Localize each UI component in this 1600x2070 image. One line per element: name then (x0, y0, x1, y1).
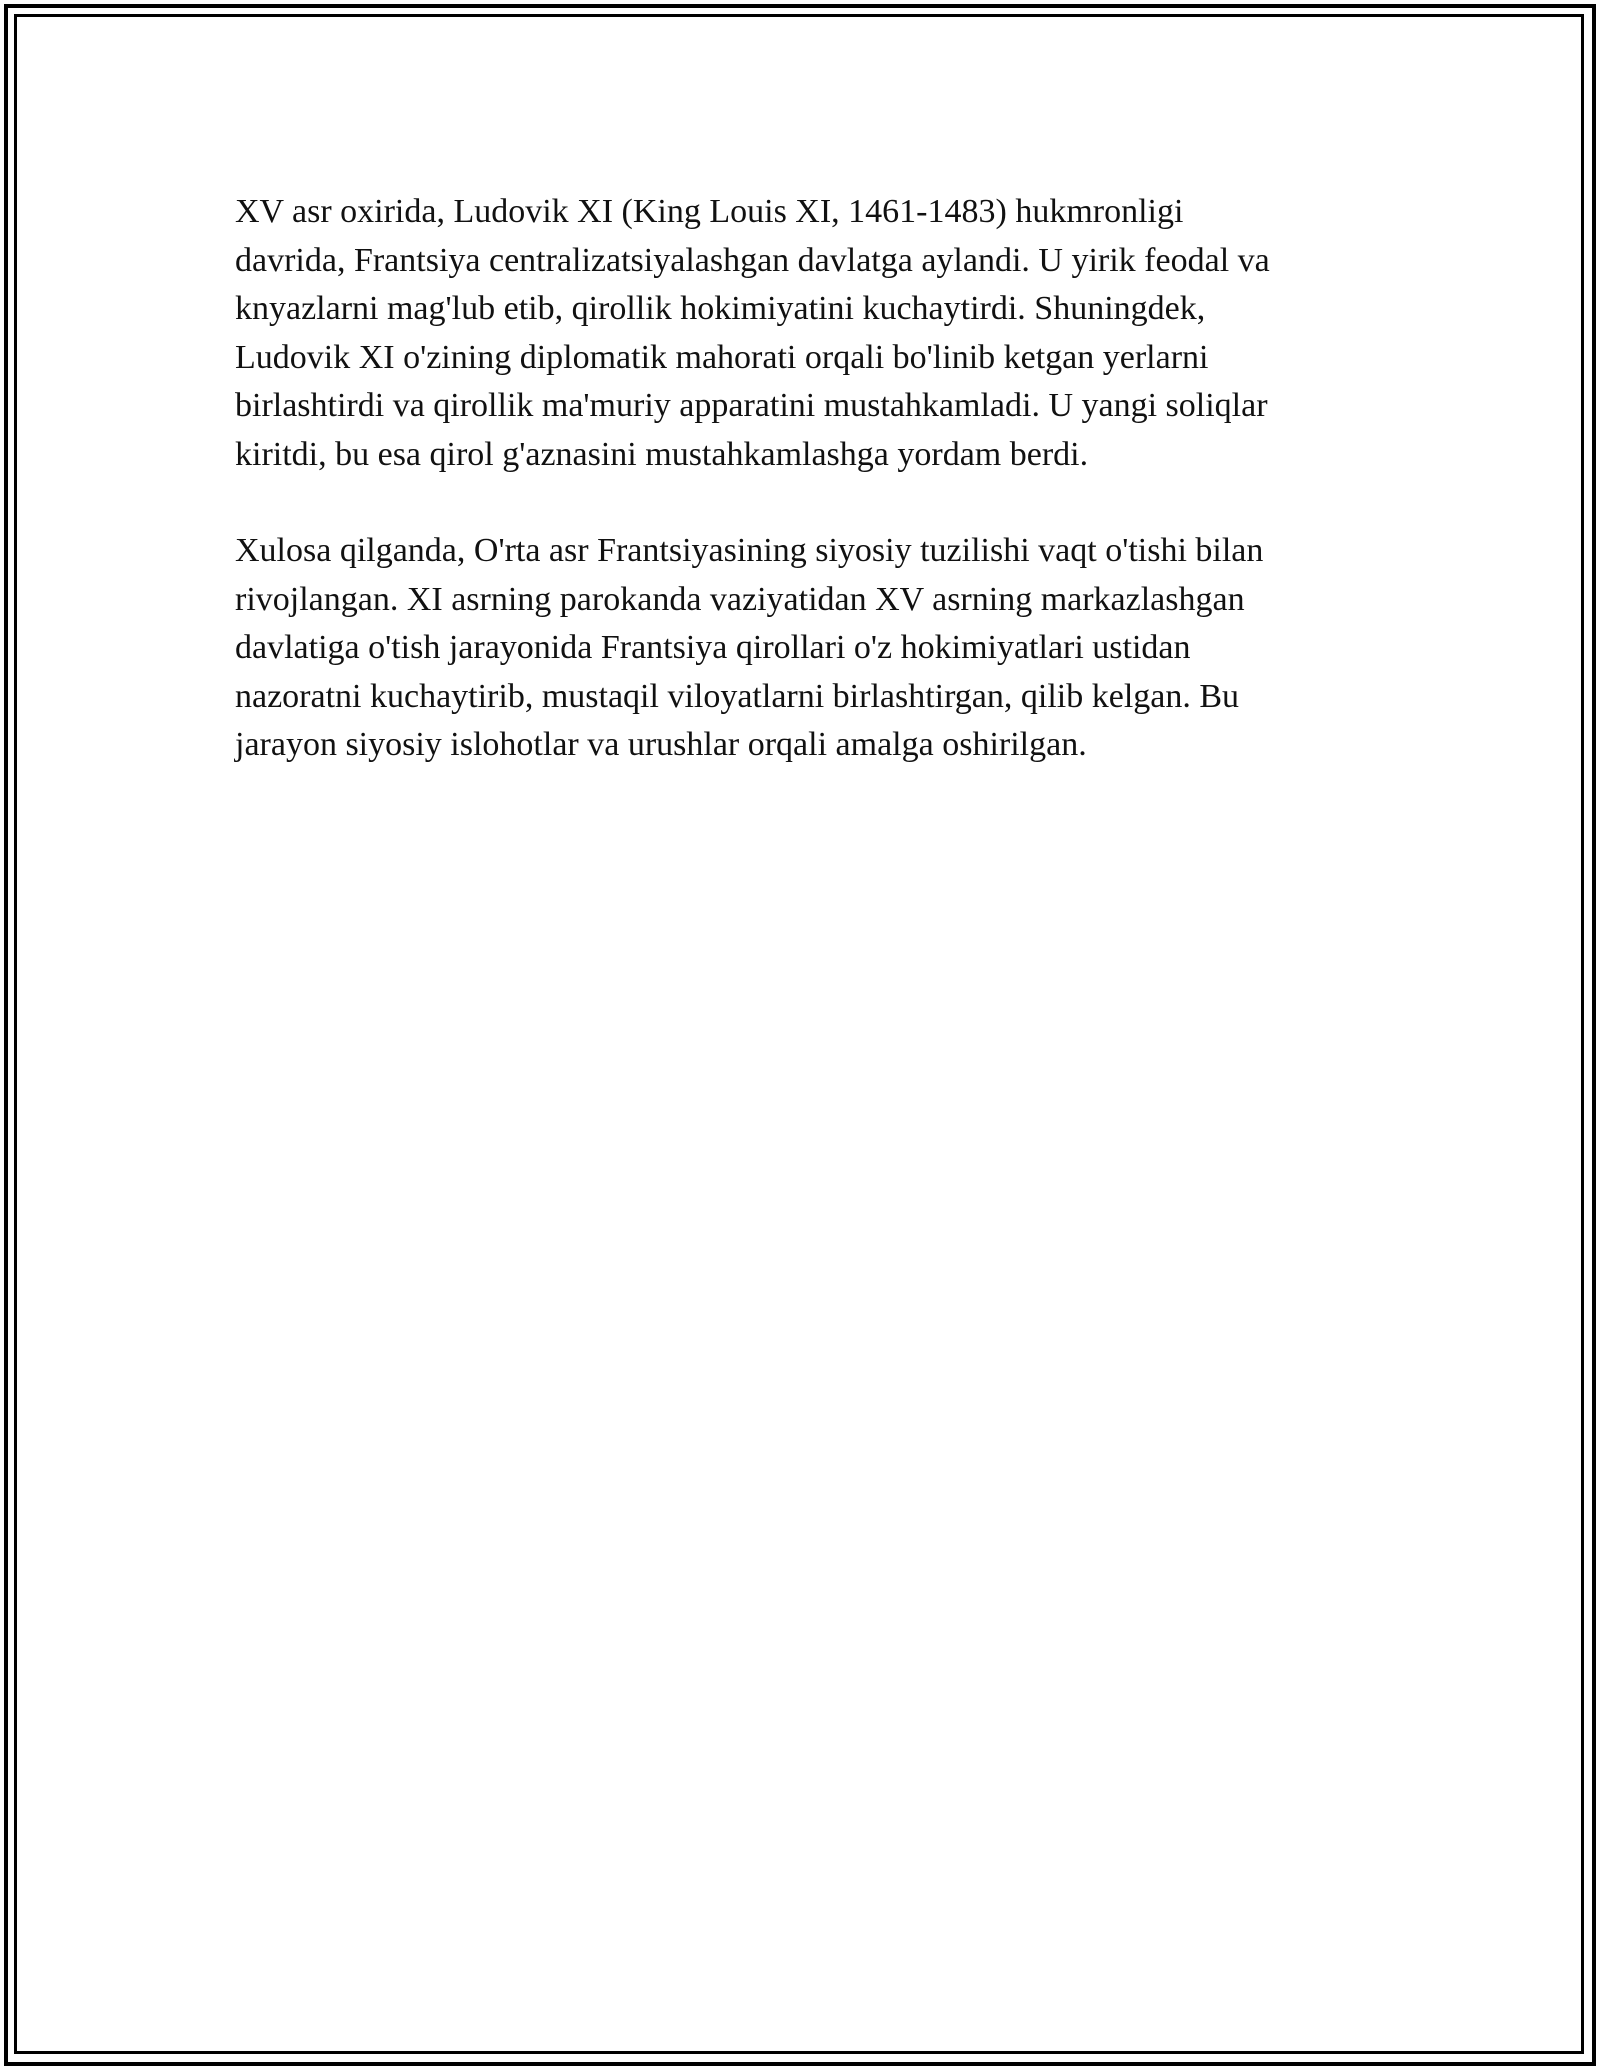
paragraph-2: Xulosa qilganda, O'rta asr Frantsiyasining siyosiy tuzilishi vaqt o'tishi bilan rivojlangan. XI asrning parokanda vaziyatidan XV asrning markazlashgan davlatiga o'tish jarayonida Frantsiya qirollari o'z hokimiyatlari ustidan nazoratni kuchaytirib, mustaqil viloyatlarni birlashtirgan, qilib kelgan. Bu jarayon siyosiy islohotlar va urushlar orqali amalga oshirilgan. (235, 532, 1264, 763)
paragraph-1: XV asr oxirida, Ludovik XI (King Louis XI, 1461-1483) hukmronligi davrida, Frantsiya centralizatsiyalashgan davlatga aylandi. U yirik feodal va knyazlarni mag'lub etib, qirollik hokimiyatini kuchaytirdi. Shuningdek, Ludovik XI o'zining diplomatik mahorati orqali bo'linib ketgan yerlarni birlashtirdi va qirollik ma'muriy apparatini mustahkamladi. U yangi soliqlar kiritdi, bu esa qirol g'aznasini mustahkamlashga yordam berdi. (235, 193, 1270, 473)
document-body (235, 188, 1365, 818)
